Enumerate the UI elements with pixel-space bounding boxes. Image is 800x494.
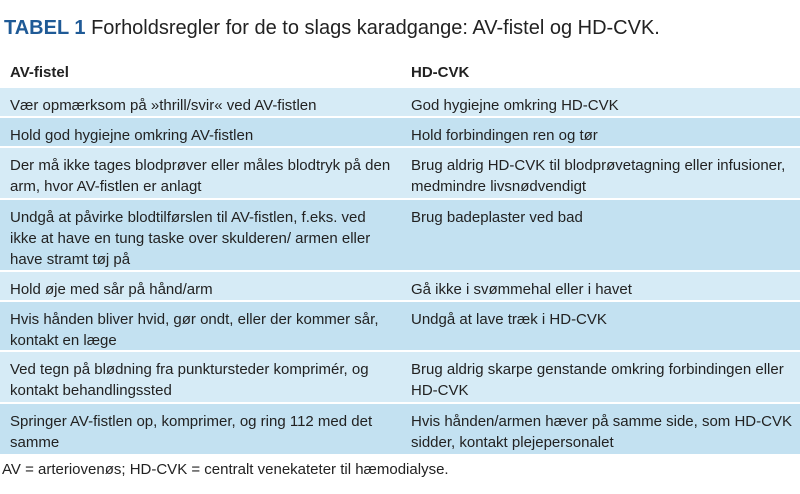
table-row (0, 146, 800, 198)
table-body (0, 88, 800, 454)
table-caption: Forholdsregler for de to slags karadgange: AV-fistel og HD-CVK. (91, 17, 660, 39)
av-fistel-cell: Hvis hånden bliver hvid, gør ondt, eller der kommer sår, kontakt en læge (10, 311, 379, 349)
hd-cvk-cell: Hold forbindingen ren og tør (411, 127, 598, 144)
table-row (0, 270, 800, 300)
hd-cvk-cell: Brug badeplaster ved bad (411, 209, 583, 226)
table-row (0, 350, 800, 402)
av-fistel-cell: Undgå at påvirke blodtilførslen til AV-fistlen, f.eks. ved ikke at have en tung taske over skulderen/ armen eller have stramt tøj på (10, 209, 371, 268)
av-fistel-cell: Vær opmærksom på »thrill/svir« ved AV-fistlen (10, 97, 317, 114)
hd-cvk-cell: God hygiejne omkring HD-CVK (411, 97, 619, 114)
av-fistel-cell: Ved tegn på blødning fra punktursteder komprimér, og kontakt behandlingssted (10, 361, 369, 399)
table-row (0, 402, 800, 454)
column-header-av-fistel: AV-fistel (10, 64, 69, 81)
av-fistel-cell: Hold god hygiejne omkring AV-fistlen (10, 127, 254, 144)
hd-cvk-cell: Undgå at lave træk i HD-CVK (411, 311, 607, 328)
av-fistel-cell: Der må ikke tages blodprøver eller måles blodtryk på den arm, hvor AV-fistlen er anlagt (10, 157, 391, 195)
hd-cvk-cell: Brug aldrig skarpe genstande omkring forbindingen eller HD-CVK (411, 361, 784, 399)
column-header-hd-cvk: HD-CVK (411, 64, 470, 81)
table-row (0, 300, 800, 350)
table-label: TABEL 1 (4, 17, 86, 39)
table-footnote: AV = arteriovenøs; HD-CVK = centralt venekateter til hæmodialyse. (2, 461, 449, 478)
hd-cvk-cell: Gå ikke i svømmehal eller i havet (411, 281, 632, 298)
av-fistel-cell: Hold øje med sår på hånd/arm (10, 281, 213, 298)
av-fistel-cell: Springer AV-fistlen op, komprimer, og ring 112 med det samme (10, 413, 373, 451)
table-header (0, 58, 800, 88)
table-title (4, 16, 660, 40)
table-row (0, 88, 800, 116)
hd-cvk-cell: Hvis hånden/armen hæver på samme side, som HD-CVK sidder, kontakt plejepersonalet (411, 413, 792, 451)
table-row (0, 198, 800, 270)
table-row (0, 116, 800, 146)
hd-cvk-cell: Brug aldrig HD-CVK til blodprøvetagning eller infusioner, medmindre livsnødvendigt (411, 157, 786, 195)
